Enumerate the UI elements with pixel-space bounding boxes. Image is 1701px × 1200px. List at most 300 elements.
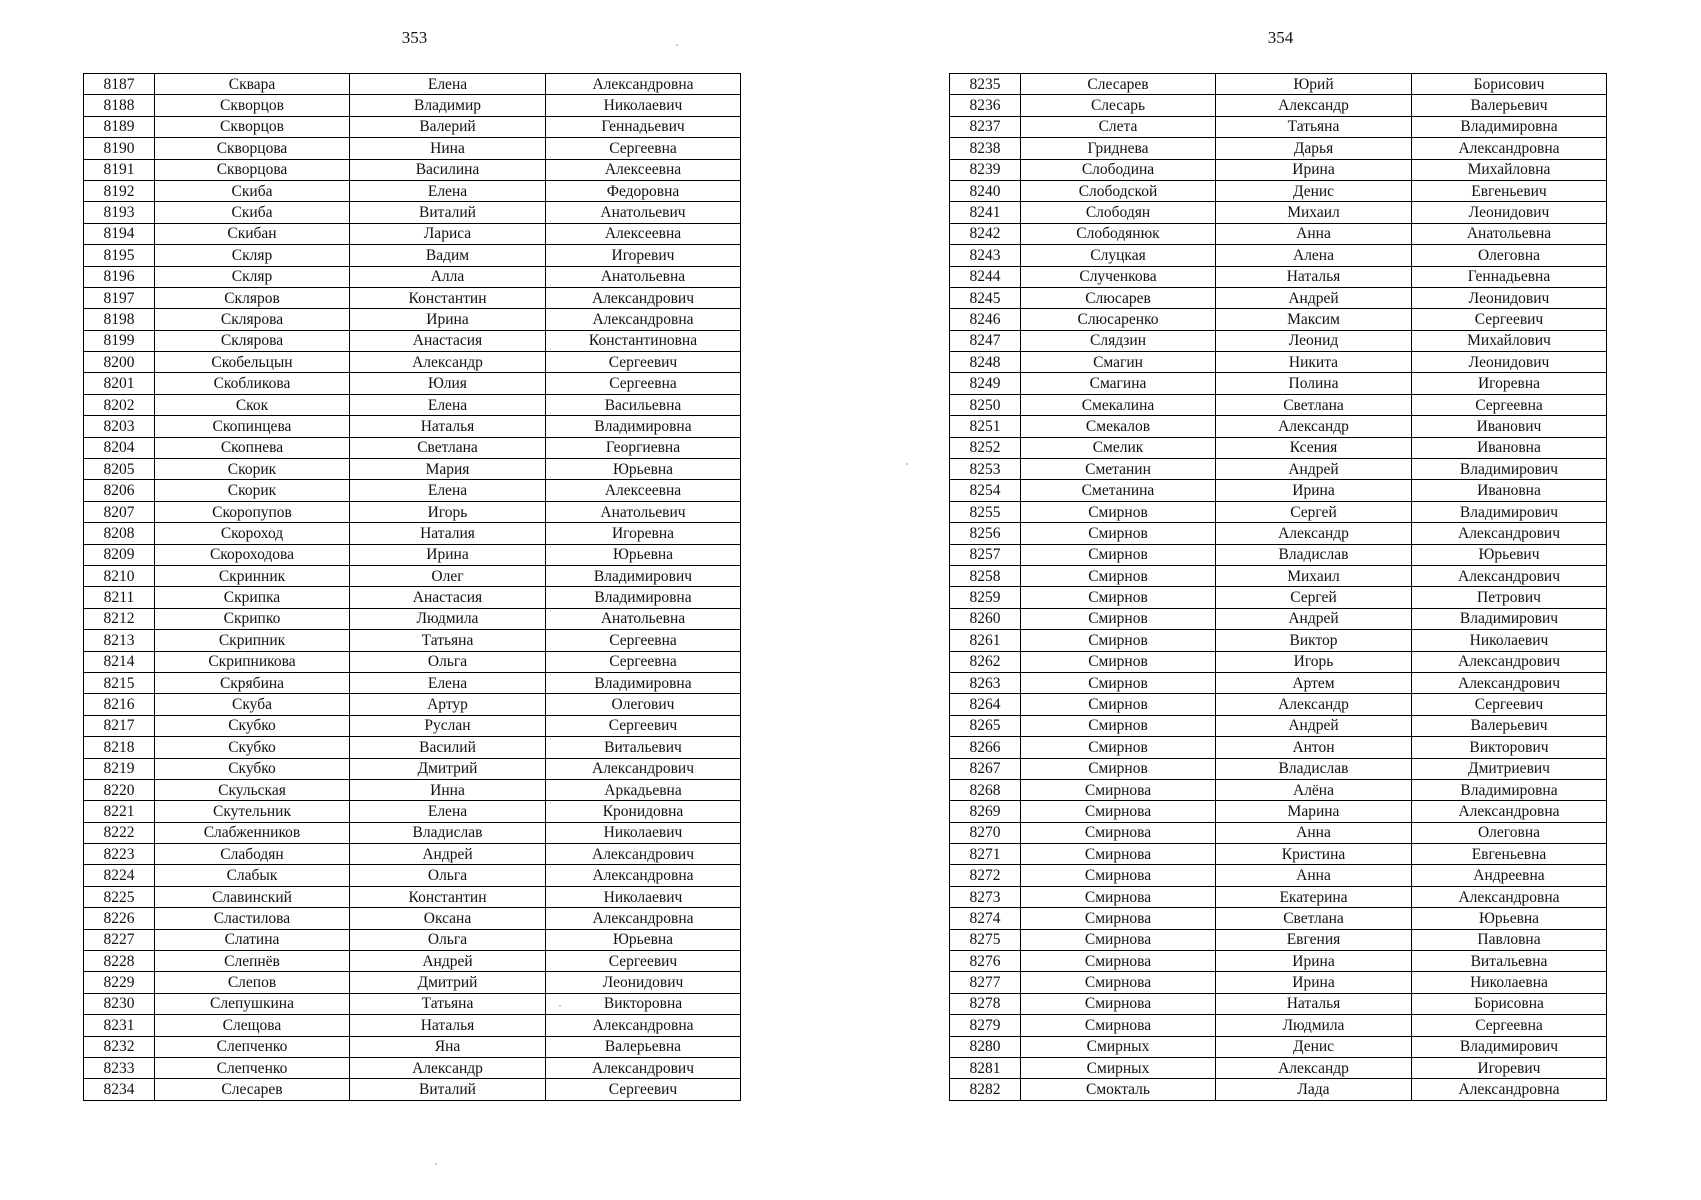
cell-number: 8274 <box>950 908 1021 929</box>
table-row <box>950 223 1607 244</box>
cell-first-name: Андрей <box>1216 608 1412 629</box>
cell-number: 8206 <box>84 480 155 501</box>
cell-surname: Смирнова <box>1021 972 1216 993</box>
cell-surname: Смагин <box>1021 352 1216 373</box>
cell-patronymic: Александрович <box>546 1057 741 1078</box>
cell-first-name: Наталья <box>1216 993 1412 1014</box>
cell-surname: Слядзин <box>1021 330 1216 351</box>
cell-patronymic: Владимировна <box>546 416 741 437</box>
cell-patronymic: Владимировна <box>1412 116 1607 137</box>
cell-number: 8198 <box>84 309 155 330</box>
cell-number: 8189 <box>84 116 155 137</box>
table-row <box>950 309 1607 330</box>
cell-number: 8249 <box>950 373 1021 394</box>
table-row <box>950 758 1607 779</box>
table-row <box>84 565 741 586</box>
cell-number: 8215 <box>84 672 155 693</box>
cell-patronymic: Игоревна <box>546 523 741 544</box>
cell-number: 8202 <box>84 394 155 415</box>
table-row <box>950 95 1607 116</box>
table-row <box>84 929 741 950</box>
cell-number: 8251 <box>950 416 1021 437</box>
cell-surname: Сквара <box>155 74 350 95</box>
cell-surname: Слепов <box>155 972 350 993</box>
cell-first-name: Никита <box>1216 352 1412 373</box>
cell-number: 8258 <box>950 565 1021 586</box>
cell-number: 8208 <box>84 523 155 544</box>
table-row <box>950 608 1607 629</box>
cell-patronymic: Петрович <box>1412 587 1607 608</box>
cell-first-name: Ольга <box>350 865 546 886</box>
cell-surname: Скопнева <box>155 437 350 458</box>
table-row <box>950 266 1607 287</box>
cell-surname: Смирнова <box>1021 801 1216 822</box>
cell-number: 8214 <box>84 651 155 672</box>
cell-surname: Слабык <box>155 865 350 886</box>
cell-first-name: Светлана <box>1216 394 1412 415</box>
cell-number: 8278 <box>950 993 1021 1014</box>
cell-patronymic: Михайловна <box>1412 159 1607 180</box>
cell-first-name: Владислав <box>350 822 546 843</box>
cell-first-name: Александр <box>1216 1057 1412 1078</box>
table-row <box>84 1079 741 1100</box>
cell-number: 8230 <box>84 993 155 1014</box>
cell-first-name: Татьяна <box>1216 116 1412 137</box>
cell-patronymic: Викторовна <box>546 993 741 1014</box>
cell-first-name: Андрей <box>1216 459 1412 480</box>
cell-number: 8254 <box>950 480 1021 501</box>
cell-surname: Смирнова <box>1021 929 1216 950</box>
cell-first-name: Максим <box>1216 309 1412 330</box>
cell-patronymic: Александрович <box>546 287 741 308</box>
cell-patronymic: Анатольевна <box>546 608 741 629</box>
cell-surname: Смирнов <box>1021 672 1216 693</box>
cell-surname: Сластилова <box>155 908 350 929</box>
cell-number: 8195 <box>84 245 155 266</box>
cell-first-name: Ксения <box>1216 437 1412 458</box>
cell-surname: Скороходова <box>155 544 350 565</box>
cell-patronymic: Сергеевна <box>1412 1015 1607 1036</box>
cell-first-name: Яна <box>350 1036 546 1057</box>
cell-first-name: Марина <box>1216 801 1412 822</box>
table-row <box>84 1015 741 1036</box>
scan-speck <box>906 463 908 465</box>
cell-first-name: Татьяна <box>350 993 546 1014</box>
cell-number: 8280 <box>950 1036 1021 1057</box>
cell-surname: Слета <box>1021 116 1216 137</box>
cell-first-name: Андрей <box>350 844 546 865</box>
cell-surname: Смирнов <box>1021 523 1216 544</box>
cell-surname: Сметанина <box>1021 480 1216 501</box>
cell-surname: Слободян <box>1021 202 1216 223</box>
cell-surname: Скопинцева <box>155 416 350 437</box>
cell-number: 8207 <box>84 501 155 522</box>
cell-first-name: Наталья <box>350 1015 546 1036</box>
table-row <box>950 694 1607 715</box>
table-row <box>950 844 1607 865</box>
table-row <box>950 437 1607 458</box>
table-row <box>84 972 741 993</box>
cell-number: 8250 <box>950 394 1021 415</box>
cell-surname: Скворцов <box>155 95 350 116</box>
cell-patronymic: Сергеевич <box>546 715 741 736</box>
table-row <box>84 1036 741 1057</box>
cell-surname: Скутельник <box>155 801 350 822</box>
table-row <box>84 886 741 907</box>
cell-first-name: Лариса <box>350 223 546 244</box>
table-row <box>84 844 741 865</box>
table-row <box>84 694 741 715</box>
cell-surname: Скоропупов <box>155 501 350 522</box>
table-row <box>950 523 1607 544</box>
cell-first-name: Лада <box>1216 1079 1412 1100</box>
cell-surname: Слепушкина <box>155 993 350 1014</box>
table-row <box>950 180 1607 201</box>
cell-surname: Слободянюк <box>1021 223 1216 244</box>
cell-first-name: Полина <box>1216 373 1412 394</box>
cell-first-name: Елена <box>350 480 546 501</box>
cell-number: 8221 <box>84 801 155 822</box>
cell-first-name: Мария <box>350 459 546 480</box>
table-row <box>84 737 741 758</box>
cell-number: 8270 <box>950 822 1021 843</box>
table-row <box>950 929 1607 950</box>
cell-first-name: Ольга <box>350 929 546 950</box>
cell-first-name: Виталий <box>350 202 546 223</box>
table-row <box>84 373 741 394</box>
cell-surname: Слепченко <box>155 1057 350 1078</box>
cell-first-name: Кристина <box>1216 844 1412 865</box>
cell-patronymic: Алексеевна <box>546 480 741 501</box>
cell-surname: Скрипко <box>155 608 350 629</box>
cell-patronymic: Валерьевич <box>1412 715 1607 736</box>
table-row <box>84 672 741 693</box>
cell-surname: Слуцкая <box>1021 245 1216 266</box>
cell-number: 8199 <box>84 330 155 351</box>
cell-first-name: Виктор <box>1216 630 1412 651</box>
cell-surname: Смекалина <box>1021 394 1216 415</box>
cell-patronymic: Николаевич <box>1412 630 1607 651</box>
cell-number: 8256 <box>950 523 1021 544</box>
cell-patronymic: Дмитриевич <box>1412 758 1607 779</box>
table-row <box>84 287 741 308</box>
cell-patronymic: Анатольевич <box>546 501 741 522</box>
cell-patronymic: Андреевна <box>1412 865 1607 886</box>
table-row <box>84 651 741 672</box>
cell-number: 8204 <box>84 437 155 458</box>
cell-surname: Скок <box>155 394 350 415</box>
names-table <box>949 73 1607 1101</box>
table-row <box>950 416 1607 437</box>
cell-surname: Скобельцын <box>155 352 350 373</box>
cell-patronymic: Игоревич <box>1412 1057 1607 1078</box>
cell-first-name: Алена <box>1216 245 1412 266</box>
cell-first-name: Сергей <box>1216 587 1412 608</box>
cell-patronymic: Владимирович <box>1412 1036 1607 1057</box>
cell-patronymic: Владимировна <box>546 672 741 693</box>
cell-patronymic: Витальевна <box>1412 951 1607 972</box>
cell-first-name: Андрей <box>350 951 546 972</box>
cell-number: 8259 <box>950 587 1021 608</box>
cell-number: 8223 <box>84 844 155 865</box>
cell-patronymic: Сергеевна <box>546 651 741 672</box>
cell-surname: Скороход <box>155 523 350 544</box>
cell-surname: Скибан <box>155 223 350 244</box>
cell-number: 8269 <box>950 801 1021 822</box>
cell-patronymic: Олегович <box>546 694 741 715</box>
table-row <box>84 908 741 929</box>
table-row <box>84 480 741 501</box>
cell-first-name: Анна <box>1216 223 1412 244</box>
cell-surname: Славинский <box>155 886 350 907</box>
table-row <box>84 416 741 437</box>
cell-number: 8245 <box>950 287 1021 308</box>
cell-surname: Скульская <box>155 779 350 800</box>
cell-first-name: Елена <box>350 74 546 95</box>
cell-patronymic: Александровна <box>546 1015 741 1036</box>
cell-surname: Скрипник <box>155 630 350 651</box>
cell-first-name: Алёна <box>1216 779 1412 800</box>
cell-surname: Смирнов <box>1021 501 1216 522</box>
cell-patronymic: Олеговна <box>1412 245 1607 266</box>
cell-number: 8187 <box>84 74 155 95</box>
table-row <box>950 972 1607 993</box>
cell-surname: Скринник <box>155 565 350 586</box>
table-row <box>84 352 741 373</box>
cell-patronymic: Анатольевич <box>546 202 741 223</box>
table-row <box>84 180 741 201</box>
cell-patronymic: Игоревна <box>1412 373 1607 394</box>
cell-surname: Слюсарев <box>1021 287 1216 308</box>
cell-patronymic: Валерьевич <box>1412 95 1607 116</box>
cell-number: 8271 <box>950 844 1021 865</box>
cell-patronymic: Владимировна <box>1412 779 1607 800</box>
cell-first-name: Светлана <box>1216 908 1412 929</box>
cell-first-name: Елена <box>350 180 546 201</box>
table-row <box>950 116 1607 137</box>
names-table-body <box>84 74 741 1101</box>
cell-surname: Слепченко <box>155 1036 350 1057</box>
cell-surname: Скорик <box>155 480 350 501</box>
cell-number: 8201 <box>84 373 155 394</box>
cell-first-name: Владимир <box>350 95 546 116</box>
cell-first-name: Игорь <box>350 501 546 522</box>
cell-number: 8236 <box>950 95 1021 116</box>
table-row <box>950 822 1607 843</box>
cell-first-name: Анастасия <box>350 587 546 608</box>
cell-patronymic: Владимирович <box>1412 608 1607 629</box>
cell-surname: Сметанин <box>1021 459 1216 480</box>
cell-number: 8265 <box>950 715 1021 736</box>
table-row <box>84 245 741 266</box>
cell-number: 8224 <box>84 865 155 886</box>
cell-patronymic: Борисович <box>1412 74 1607 95</box>
table-row <box>950 886 1607 907</box>
page-number: 353 <box>401 28 428 47</box>
cell-number: 8244 <box>950 266 1021 287</box>
cell-surname: Слесарев <box>155 1079 350 1100</box>
cell-first-name: Ирина <box>1216 159 1412 180</box>
cell-surname: Смокталь <box>1021 1079 1216 1100</box>
table-row <box>84 608 741 629</box>
cell-surname: Слатина <box>155 929 350 950</box>
cell-first-name: Александр <box>1216 523 1412 544</box>
cell-patronymic: Владимирович <box>1412 459 1607 480</box>
cell-number: 8226 <box>84 908 155 929</box>
table-row <box>950 801 1607 822</box>
cell-patronymic: Александровна <box>1412 886 1607 907</box>
table-row <box>84 822 741 843</box>
cell-surname: Слещова <box>155 1015 350 1036</box>
cell-first-name: Сергей <box>1216 501 1412 522</box>
cell-first-name: Оксана <box>350 908 546 929</box>
cell-patronymic: Александрович <box>1412 672 1607 693</box>
cell-number: 8233 <box>84 1057 155 1078</box>
cell-patronymic: Сергеевич <box>546 352 741 373</box>
table-row <box>950 1079 1607 1100</box>
cell-number: 8257 <box>950 544 1021 565</box>
table-row <box>950 501 1607 522</box>
cell-patronymic: Юрьевна <box>546 459 741 480</box>
cell-patronymic: Ивановна <box>1412 437 1607 458</box>
cell-number: 8225 <box>84 886 155 907</box>
cell-first-name: Денис <box>1216 1036 1412 1057</box>
cell-first-name: Денис <box>1216 180 1412 201</box>
cell-surname: Смирнов <box>1021 651 1216 672</box>
cell-surname: Гриднева <box>1021 138 1216 159</box>
cell-patronymic: Леонидович <box>546 972 741 993</box>
table-row <box>950 202 1607 223</box>
table-row <box>950 138 1607 159</box>
cell-patronymic: Аркадьевна <box>546 779 741 800</box>
table-row <box>84 437 741 458</box>
cell-number: 8220 <box>84 779 155 800</box>
cell-number: 8279 <box>950 1015 1021 1036</box>
cell-number: 8268 <box>950 779 1021 800</box>
cell-patronymic: Сергеевич <box>1412 309 1607 330</box>
page-number: 354 <box>1267 28 1294 47</box>
cell-surname: Скубко <box>155 737 350 758</box>
cell-patronymic: Леонидович <box>1412 202 1607 223</box>
cell-patronymic: Алексеевна <box>546 223 741 244</box>
cell-patronymic: Александровна <box>546 865 741 886</box>
cell-surname: Скобликова <box>155 373 350 394</box>
cell-number: 8203 <box>84 416 155 437</box>
table-row <box>84 95 741 116</box>
cell-patronymic: Анатольевна <box>546 266 741 287</box>
cell-patronymic: Николаевич <box>546 95 741 116</box>
cell-first-name: Александр <box>1216 694 1412 715</box>
table-row <box>84 587 741 608</box>
names-table <box>83 73 741 1101</box>
cell-patronymic: Сергеевич <box>546 1079 741 1100</box>
cell-first-name: Юлия <box>350 373 546 394</box>
cell-patronymic: Юрьевна <box>546 929 741 950</box>
cell-number: 8253 <box>950 459 1021 480</box>
cell-patronymic: Леонидович <box>1412 287 1607 308</box>
cell-number: 8217 <box>84 715 155 736</box>
cell-first-name: Владислав <box>1216 544 1412 565</box>
cell-surname: Скубко <box>155 758 350 779</box>
cell-patronymic: Евгеньевич <box>1412 180 1607 201</box>
cell-patronymic: Сергеевна <box>546 373 741 394</box>
cell-surname: Смирнов <box>1021 737 1216 758</box>
table-row <box>84 202 741 223</box>
cell-patronymic: Васильевна <box>546 394 741 415</box>
cell-first-name: Евгения <box>1216 929 1412 950</box>
cell-number: 8188 <box>84 95 155 116</box>
cell-surname: Скрябина <box>155 672 350 693</box>
cell-first-name: Алла <box>350 266 546 287</box>
cell-first-name: Елена <box>350 394 546 415</box>
scan-speck <box>435 1163 437 1165</box>
cell-surname: Скорик <box>155 459 350 480</box>
cell-number: 8193 <box>84 202 155 223</box>
cell-number: 8260 <box>950 608 1021 629</box>
cell-first-name: Анна <box>1216 865 1412 886</box>
cell-first-name: Дмитрий <box>350 972 546 993</box>
table-row <box>84 159 741 180</box>
table-row <box>950 672 1607 693</box>
cell-number: 8261 <box>950 630 1021 651</box>
cell-patronymic: Геннадьевна <box>1412 266 1607 287</box>
cell-patronymic: Александровна <box>546 74 741 95</box>
cell-surname: Смелик <box>1021 437 1216 458</box>
cell-number: 8276 <box>950 951 1021 972</box>
cell-surname: Смирнова <box>1021 993 1216 1014</box>
cell-surname: Скляр <box>155 266 350 287</box>
cell-number: 8229 <box>84 972 155 993</box>
cell-number: 8277 <box>950 972 1021 993</box>
cell-patronymic: Евгеньевна <box>1412 844 1607 865</box>
table-row <box>950 459 1607 480</box>
cell-surname: Смекалов <box>1021 416 1216 437</box>
cell-surname: Смагина <box>1021 373 1216 394</box>
cell-surname: Смирнов <box>1021 565 1216 586</box>
cell-surname: Смирнов <box>1021 587 1216 608</box>
cell-number: 8227 <box>84 929 155 950</box>
cell-first-name: Михаил <box>1216 202 1412 223</box>
cell-number: 8275 <box>950 929 1021 950</box>
cell-patronymic: Владимировна <box>546 587 741 608</box>
cell-surname: Слободина <box>1021 159 1216 180</box>
cell-number: 8222 <box>84 822 155 843</box>
cell-number: 8210 <box>84 565 155 586</box>
cell-number: 8282 <box>950 1079 1021 1100</box>
cell-number: 8240 <box>950 180 1021 201</box>
cell-first-name: Елена <box>350 672 546 693</box>
cell-patronymic: Александровна <box>546 908 741 929</box>
cell-first-name: Юрий <box>1216 74 1412 95</box>
cell-number: 8273 <box>950 886 1021 907</box>
cell-patronymic: Георгиевна <box>546 437 741 458</box>
cell-first-name: Инна <box>350 779 546 800</box>
cell-surname: Смирнова <box>1021 951 1216 972</box>
cell-first-name: Нина <box>350 138 546 159</box>
cell-first-name: Наталия <box>350 523 546 544</box>
cell-first-name: Дарья <box>1216 138 1412 159</box>
cell-first-name: Екатерина <box>1216 886 1412 907</box>
table-row <box>950 651 1607 672</box>
cell-surname: Скиба <box>155 202 350 223</box>
cell-number: 8216 <box>84 694 155 715</box>
cell-number: 8194 <box>84 223 155 244</box>
cell-first-name: Анастасия <box>350 330 546 351</box>
cell-patronymic: Геннадьевич <box>546 116 741 137</box>
cell-patronymic: Сергеевна <box>546 630 741 651</box>
cell-first-name: Александр <box>350 1057 546 1078</box>
cell-patronymic: Витальевич <box>546 737 741 758</box>
